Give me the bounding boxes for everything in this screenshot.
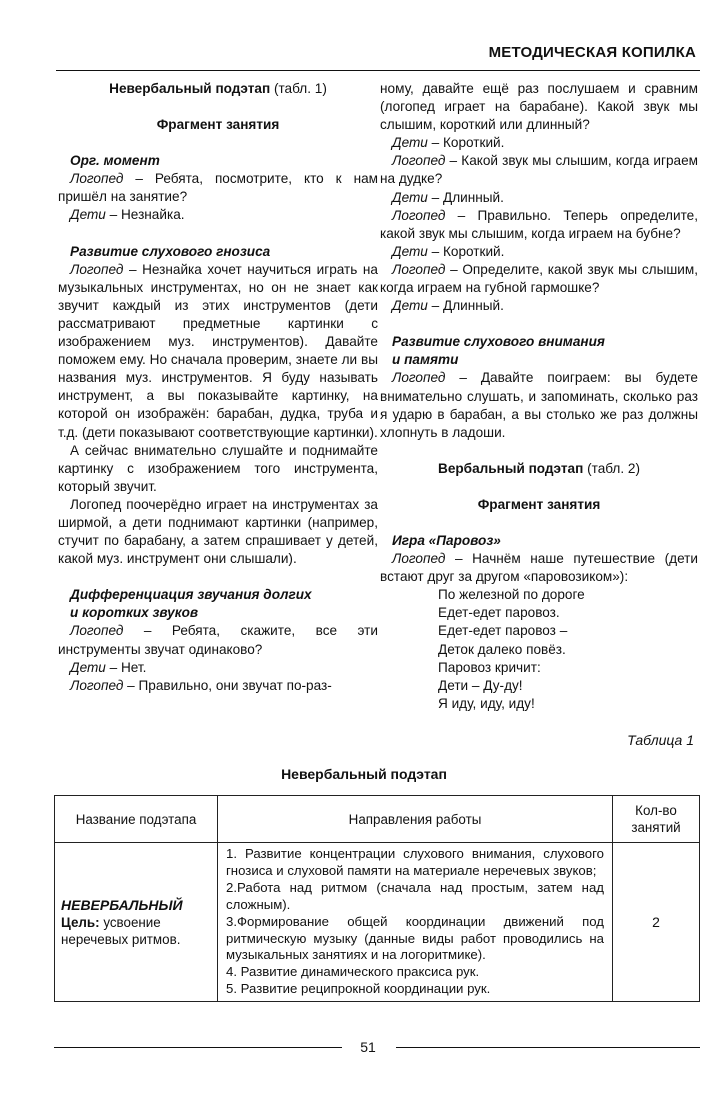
- differentiation-heading-2: и коротких звуков: [70, 605, 199, 621]
- gnosis-paragraph: Логопед – Незнайка хочет научиться играть на музыкальных инструментах, но он не знает как звучит каждый из этих инструментов (дети рассматривают предметные картинки с изображением муз. инструментов). Давайте поможем ему. Но сначала проверим, знаете ли вы названия муз. инструментов. Я буду называть инструмент, а вы показывайте картинку, на которой он изображён: барабан, дудка, труба и т.д. (дети показывают соответствующие картинки).: [58, 261, 378, 440]
- table-header-cell: Название подэтапа: [55, 796, 218, 843]
- stage-name-cell: [55, 843, 218, 1002]
- verbal-stage-heading: Вербальный подэтап (табл. 2): [438, 460, 640, 476]
- poem-line: Паровоз кричит:: [438, 659, 541, 675]
- page-header-title: МЕТОДИЧЕСКАЯ КОПИЛКА: [488, 44, 696, 61]
- poem-line: Дети – Ду-ду!: [438, 677, 523, 693]
- table-header-row: [55, 796, 700, 843]
- page-number: 51: [360, 1039, 376, 1055]
- dialog-line: Дети – Длинный.: [392, 298, 504, 314]
- direction-item: 2.Работа над ритмом (сначала над простым, затем над сложным).: [226, 879, 604, 912]
- direction-item: 4. Развитие динамического праксиса рук.: [226, 964, 480, 980]
- table-row: [55, 843, 700, 1002]
- dialog-line: Логопед – Ребята, посмотрите, кто к нам пришёл на занятие?: [58, 171, 378, 205]
- poem-line: Деток далеко повёз.: [438, 641, 566, 657]
- table-caption: Таблица 1: [627, 732, 694, 748]
- gnosis-paragraph-2: А сейчас внимательно слушайте и поднимайте картинку с изображением того инструмента, который звучит.: [58, 442, 378, 494]
- dialog-line: Дети – Короткий.: [392, 243, 505, 259]
- table-header-cell: Кол-во занятий: [613, 796, 700, 843]
- table-header-cell: Направления работы: [218, 796, 613, 843]
- attention-paragraph: Логопед – Давайте поиграем: вы будете внимательно слушать, и запоминать, сколько раз я ударю в барабан, а вы столько же раз должны хлопнуть в ладоши.: [380, 370, 698, 440]
- count-cell: 2: [613, 843, 700, 1002]
- fragment-heading-right: Фрагмент занятия: [477, 496, 601, 512]
- continued-paragraph: ному, давайте ещё раз послушаем и сравним (логопед играет на барабане). Какой звук мы слышим, короткий или длинный?: [380, 81, 698, 133]
- fragment-heading-left: Фрагмент занятия: [156, 117, 280, 133]
- header-rule: [56, 70, 700, 71]
- nonverbal-stage-heading: Невербальный подэтап (табл. 1): [109, 81, 327, 96]
- stage-name: НЕВЕРБАЛЬНЫЙ: [61, 896, 183, 913]
- poem-line: Едет-едет паровоз –: [438, 623, 568, 639]
- direction-item: 1. Развитие концентрации слухового внимания, слухового гнозиса и слуховой памяти на материале неречевых звуков;: [226, 846, 604, 878]
- dialog-line: Логопед – Ребята, скажите, все эти инструменты звучат одинаково?: [58, 623, 378, 657]
- direction-item: 5. Развитие реципрокной координации рук.: [226, 981, 491, 997]
- dialog-line: Логопед – Какой звук мы слышим, когда играем на дудке?: [380, 153, 698, 187]
- attention-heading-2: и памяти: [392, 352, 459, 368]
- dialog-line: Логопед – Правильно. Теперь определите, какой звук мы слышим, когда играем на бубне?: [380, 207, 698, 241]
- nonverbal-table: [54, 795, 700, 1002]
- footer-rule-left: [54, 1047, 342, 1048]
- poem-line: По железной по дороге: [438, 587, 585, 603]
- dialog-line: Логопед – Правильно, они звучат по-раз-: [70, 677, 332, 693]
- right-column: [380, 80, 698, 713]
- dialog-line: Дети – Длинный.: [392, 189, 504, 205]
- dialog-line: Дети – Нет.: [70, 659, 147, 675]
- game-heading: Игра «Паровоз»: [392, 532, 501, 548]
- poem: [380, 586, 698, 713]
- dialog-line: Логопед – Определите, какой звук мы слышим, когда играем на губной гармошке?: [380, 261, 698, 296]
- left-column: [58, 80, 378, 695]
- dialog-line: Дети – Короткий.: [392, 135, 505, 151]
- stage-goal: Цель: усвоение неречевых ритмов.: [61, 914, 181, 947]
- org-moment-heading: Орг. момент: [70, 153, 160, 169]
- footer-rule-right: [396, 1047, 700, 1048]
- poem-line: Я иду, иду, иду!: [438, 695, 535, 711]
- differentiation-heading: Дифференциация звучания долгих: [70, 587, 312, 603]
- dialog-line: Дети – Незнайка.: [70, 207, 185, 223]
- attention-heading: Развитие слухового внимания: [392, 334, 605, 350]
- gnosis-paragraph-3: Логопед поочерёдно играет на инструментах за ширмой, а дети поднимают картинки (например, стучит по барабану, а затем спрашивает у детей, какой муз. инструмент они слышали).: [58, 496, 378, 567]
- game-paragraph: Логопед – Начнём наше путешествие (дети встают друг за другом «паровозиком»):: [380, 551, 698, 585]
- table-title: Невербальный подэтап: [281, 766, 447, 782]
- directions-cell: [218, 843, 613, 1002]
- gnosis-heading: Развитие слухового гнозиса: [70, 243, 271, 259]
- poem-line: Едет-едет паровоз.: [438, 605, 560, 621]
- direction-item: 3.Формирование общей координации движений под ритмическую музыку (данные виды работ проводились на музыкальных занятиях и на логоритмике).: [226, 913, 604, 963]
